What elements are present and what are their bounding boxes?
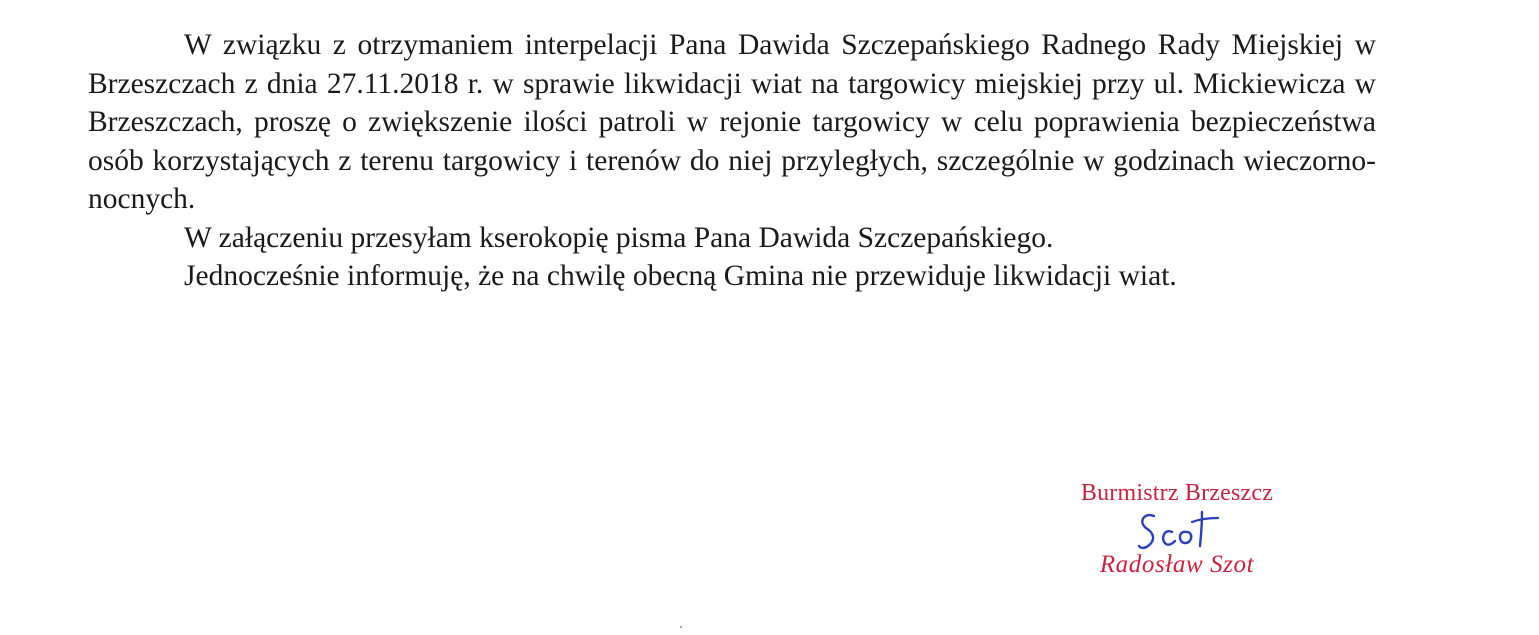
paragraph-information: Jednocześnie informuję, że na chwilę obecną Gmina nie przewiduje likwidacji wiat. bbox=[184, 260, 1177, 292]
scan-speck bbox=[680, 626, 682, 628]
signature-stamp bbox=[1040, 478, 1314, 580]
paragraph-interpellation: W związku z otrzymaniem interpelacji Pana Dawida Szczepańskiego Radnego Rady Miejskiej w Brzeszczach z dnia 27.11.2018 r. w sprawie likwidacji wiat na targowicy miejskiej przy ul. Mickiewicza w Brzeszczach, proszę o zwiększenie ilości patroli w rejonie targowicy w celu poprawienia bezpieczeństwa osób korzystających z terenu targowicy i terenów do niej przyległych, szczególnie w godzinach wieczorno-nocnych. bbox=[88, 29, 1376, 215]
signature-title: Burmistrz Brzeszcz bbox=[1080, 480, 1274, 506]
paragraph-attachment: W załączeniu przesyłam kserokopię pisma Pana Dawida Szczepańskiego. bbox=[184, 221, 1054, 254]
handwritten-signature bbox=[1136, 506, 1246, 556]
letter-body bbox=[88, 26, 1376, 296]
signature-name: Radosław Szot bbox=[1099, 551, 1255, 578]
